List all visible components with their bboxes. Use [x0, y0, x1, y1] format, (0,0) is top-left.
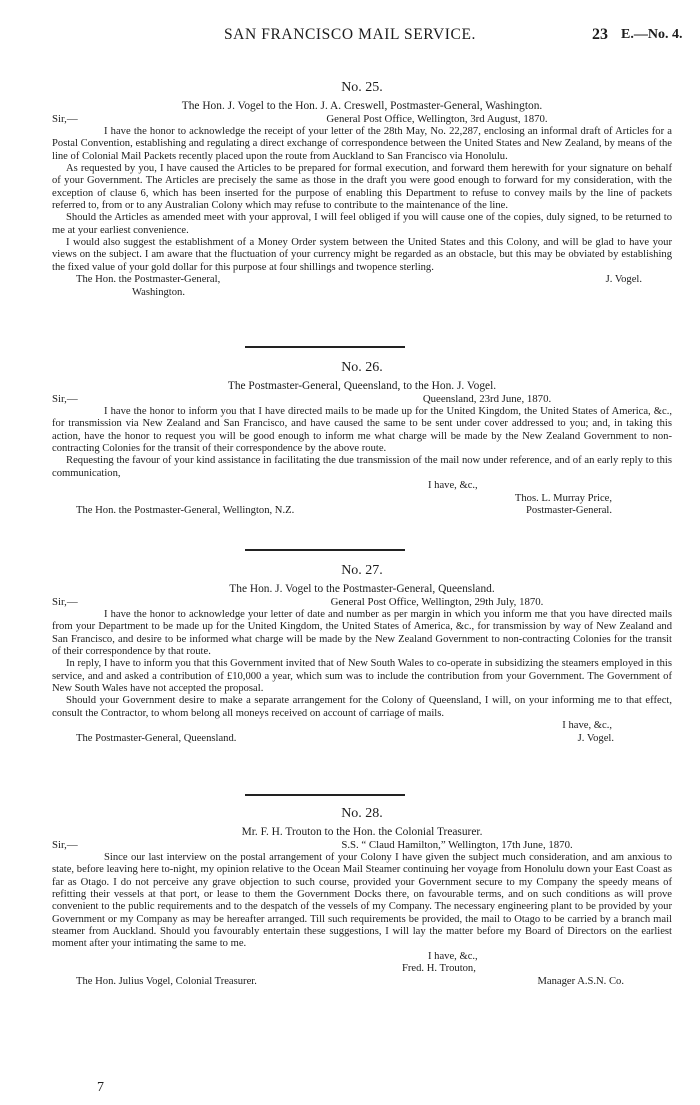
letter-number: No. 27.	[341, 563, 383, 578]
salutation-line	[52, 596, 672, 609]
closing-line	[52, 720, 672, 733]
addressee: The Hon. Julius Vogel, Colonial Treasurer.	[76, 975, 257, 987]
closing-line	[52, 480, 672, 493]
letter-number: No. 26.	[341, 360, 383, 375]
sender-address: S.S. “ Claud Hamilton,” Wellington, 17th June, 1870.	[341, 839, 573, 851]
paragraph: I have the honor to acknowledge your letter of date and number as per margin in which you inform me that you have directed mails from your Department to be made up for the United Kingdom, the United States of America, &c., for transmission by way of New Zealand and San Francisco, and desire to be informed what charge will be made by the New Zealand Government to non-contracting Colonies for the transit of their correspondence by that route.	[52, 609, 672, 658]
section-divider	[245, 794, 405, 796]
salutation-line	[52, 113, 672, 126]
page-number: 23	[592, 26, 608, 43]
addressee-place-line	[52, 287, 672, 300]
addressee: The Hon. the Postmaster-General, Wellington, N.Z.	[76, 505, 295, 517]
salutation: Sir,—	[52, 393, 78, 405]
letter-heading: The Hon. J. Vogel to the Postmaster-General, Queensland.	[229, 583, 495, 595]
letter-heading: The Postmaster-General, Queensland, to the Hon. J. Vogel.	[227, 380, 497, 392]
paragraph: Requesting the favour of your kind assistance in facilitating the due transmission of the mail now under reference, and of an early reply to this communication,	[52, 455, 672, 479]
closing: I have, &c.,	[562, 720, 612, 732]
letter-26	[52, 360, 672, 518]
paragraph: Since our last interview on the postal arrangement of your Colony I have given the subject much consideration, and am anxious to state, before leaving here to-night, my opinion relative to the Ocean Mail Steamer continuing her voyage from Honolulu down your East Coast as far as Otago. I do not perceive any grave objection to such course, provided your Government secure to my Company the speedy means of refitting their vessels at that port, or lease to them the Government Docks there, on favourable terms, and on such conditions as will prove convenient to the public requirements and to the despatch of the vessels of my Company. The necessary engineering plant to be provided by your Government or my Company as may be hereafter arranged. Till such requirements be provided, the mail to Otago to be carried by a branch mail steamer from Auckland. Should you favourably entertain these suggestions, I will lay the matter before my Board of Directors on the earliest moment after your intimating the same to me.	[52, 852, 672, 950]
letter-28	[52, 806, 672, 988]
addressee-line	[52, 274, 672, 287]
sender-address: General Post Office, Wellington, 3rd August, 1870.	[326, 113, 548, 125]
salutation-line	[52, 393, 672, 406]
signature-line	[52, 493, 672, 506]
running-header-title: SAN FRANCISCO MAIL SERVICE.	[223, 26, 477, 43]
signature-line	[52, 963, 672, 976]
paragraph: Should your Government desire to make a separate arrangement for the Colony of Queensland, I will, on your informing me to that effect, consult the Contractor, to whom belong all moneys received on account of carriage of mails.	[52, 695, 672, 719]
addressee-place: Washington.	[132, 286, 185, 298]
closing-line	[52, 951, 672, 964]
closing: I have, &c.,	[428, 480, 478, 492]
salutation: Sir,—	[52, 839, 78, 851]
letter-25	[52, 80, 672, 299]
sender-address: Queensland, 23rd June, 1870.	[422, 393, 552, 405]
addressee-line	[52, 976, 672, 989]
addressee-line	[52, 505, 672, 518]
addressee: The Postmaster-General, Queensland.	[76, 732, 237, 744]
sheet-number: 7	[97, 1080, 104, 1095]
paragraph: Should the Articles as amended meet with your approval, I will feel obliged if you will cause one of the copies, duly signed, to be returned to me at your earliest convenience.	[52, 212, 672, 236]
signature-title: Manager A.S.N. Co.	[537, 975, 624, 987]
paragraph: I have the honor to acknowledge the receipt of your letter of the 28th May, No. 22,287, enclosing an informal draft of Articles for a Postal Convention, establishing and regulating a direct exchange of correspondence between the United States and New Zealand, by means of the line of Colonial Mail Packets recently placed upon the route from Auckland to San Francisco via Honolulu.	[52, 126, 672, 162]
letter-heading: Mr. F. H. Trouton to the Hon. the Colonial Treasurer.	[241, 826, 483, 838]
salutation: Sir,—	[52, 596, 78, 608]
signature: J. Vogel.	[577, 732, 614, 744]
signature: Thos. L. Murray Price,	[514, 492, 612, 504]
signature: Fred. H. Trouton,	[402, 963, 476, 975]
letter-heading: The Hon. J. Vogel to the Hon. J. A. Creswell, Postmaster-General, Washington.	[181, 100, 543, 112]
sender-address: General Post Office, Wellington, 29th July, 1870.	[330, 596, 544, 608]
letter-number: No. 28.	[341, 806, 383, 821]
addressee: The Hon. the Postmaster-General,	[76, 274, 221, 286]
closing: I have, &c.,	[428, 950, 478, 962]
letter-27	[52, 563, 672, 745]
letter-number: No. 25.	[341, 80, 383, 95]
signature: J. Vogel.	[605, 274, 642, 286]
paragraph: I would also suggest the establishment of a Money Order system between the United States and this Colony, and will be glad to have your views on the subject. I am aware that the fluctuation of your currency might be regarded as an obstacle, but this may be obviated by establishing the fixed value of your gold dollar for this purpose at four shillings and twopence sterling.	[52, 237, 672, 273]
signature-title: Postmaster-General.	[526, 505, 612, 517]
document-reference: E.—No. 4.	[621, 27, 683, 42]
salutation-line	[52, 839, 672, 852]
paragraph: In reply, I have to inform you that this Government invited that of New South Wales to co-operate in subsidizing the steamers employed in this service, and and asked a contribution of £10,000 a year, which sum was to include the contribution from your Government. The Government of New South Wales have not accepted the proposal.	[52, 658, 672, 695]
paragraph: I have the honor to inform you that I have directed mails to be made up for the United Kingdom, the United States of America, &c., for transmission via New Zealand and San Francisco, and have caused the same to be sent under cover addressed to you; and, in taking this action, have the honor to request you will be good enough to inform me what charge will be made by the New Zealand Government to non-contracting Colonies for the transit of their correspondence by the above route.	[52, 406, 672, 455]
paragraph: As requested by you, I have caused the Articles to be prepared for formal execution, and forward them herewith for your signature on behalf of your Government. The Articles are precisely the same as those in the draft you were good enough to forward for my consideration, with the exception of clause 6, which has been inserted for the purpose of enabling this Department to refuse to convey mails by the line of packets referred to, from or to any Australian Colony which may refuse to contribute to the maintenance of the line.	[52, 163, 672, 212]
section-divider	[245, 346, 405, 348]
salutation: Sir,—	[52, 113, 78, 125]
section-divider	[245, 549, 405, 551]
addressee-line	[52, 733, 672, 746]
